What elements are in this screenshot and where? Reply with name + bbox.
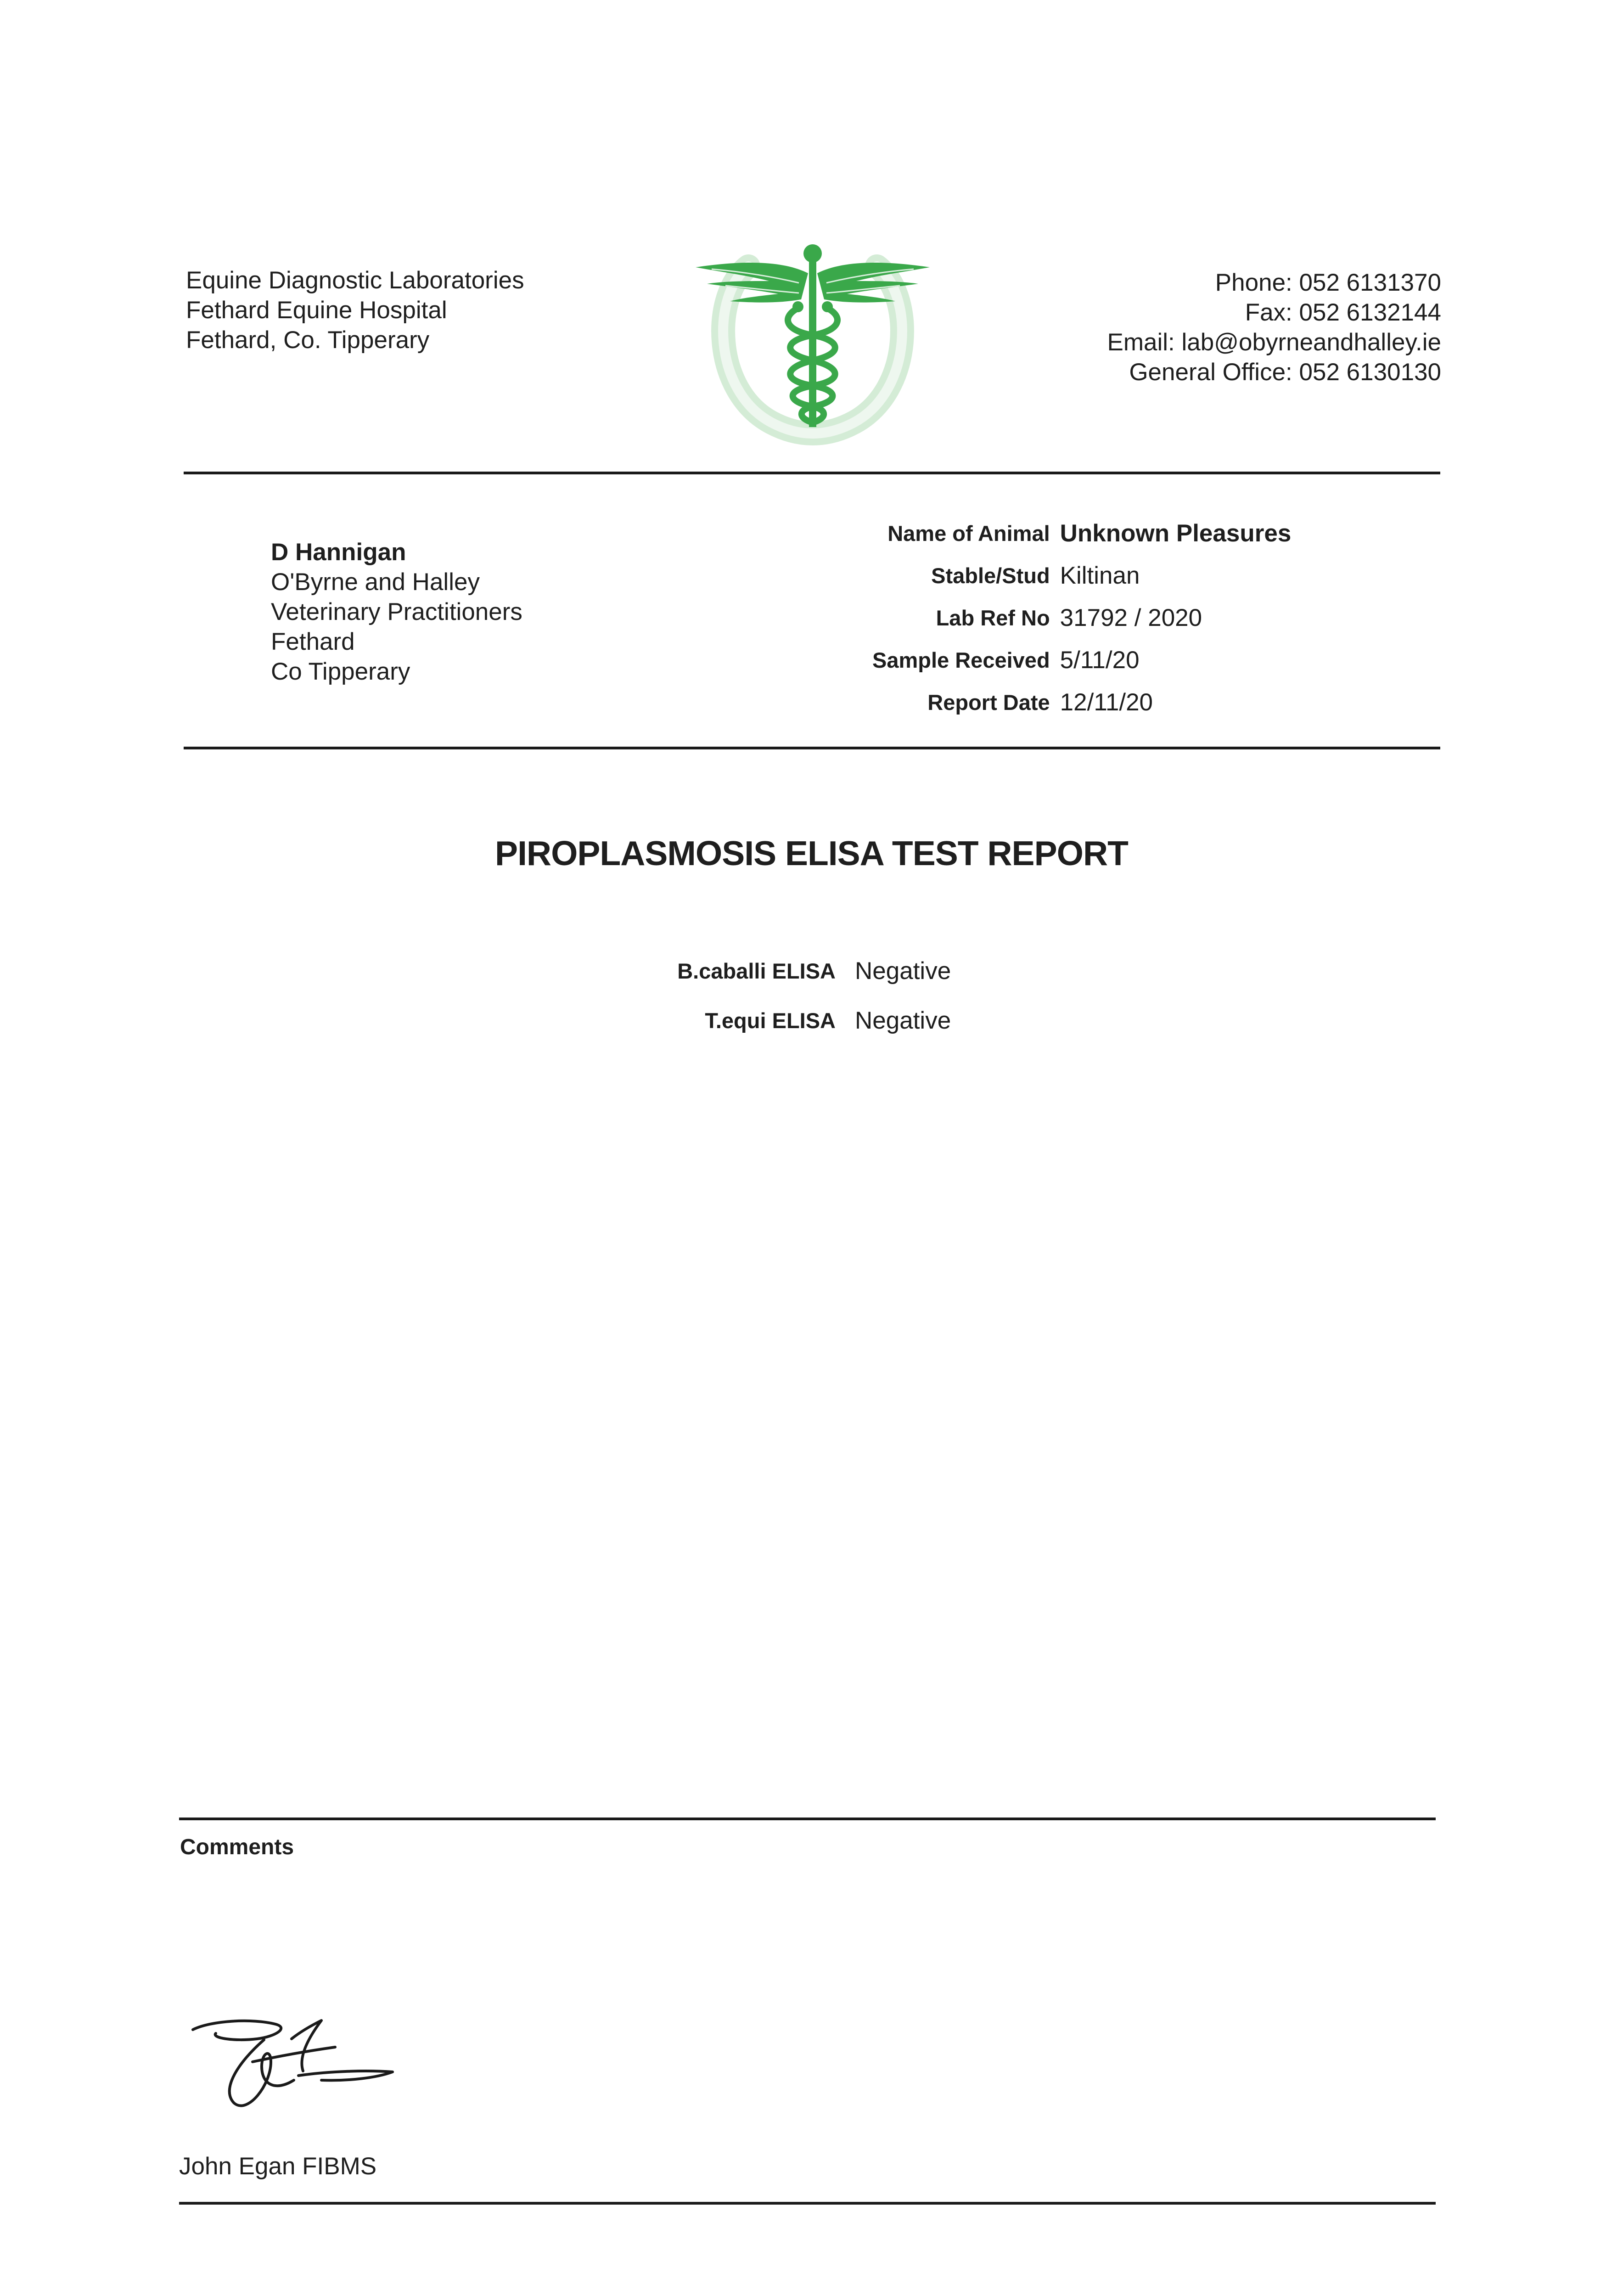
client-address-line: Co Tipperary — [271, 658, 410, 685]
animal-name-value: Unknown Pleasures — [1060, 519, 1292, 547]
client-name: D Hannigan — [271, 539, 406, 566]
result-row — [597, 946, 951, 996]
stable-value: Kiltinan — [1060, 562, 1140, 589]
comments-label: Comments — [180, 1835, 294, 1859]
comments-divider — [179, 1818, 1436, 1820]
phone-number: Phone: 052 6131370 — [1215, 269, 1441, 296]
fax-number: Fax: 052 6132144 — [1245, 299, 1441, 326]
lab-contact-details — [1107, 268, 1441, 387]
email-address: Email: lab@obyrneandhalley.ie — [1107, 329, 1441, 356]
test-result: Negative — [855, 957, 951, 985]
animal-info-table — [872, 512, 1291, 723]
results-table — [597, 946, 951, 1045]
info-divider — [184, 747, 1440, 749]
lab-name: Equine Diagnostic Laboratories — [186, 267, 524, 294]
lab-hospital: Fethard Equine Hospital — [186, 297, 447, 324]
lab-location: Fethard, Co. Tipperary — [186, 326, 430, 354]
info-row — [872, 554, 1291, 597]
header-divider — [184, 472, 1440, 474]
info-row — [872, 597, 1291, 639]
lab-address — [186, 265, 524, 355]
caduceus-logo-icon — [693, 239, 932, 445]
info-row — [872, 639, 1291, 681]
general-office-number: General Office: 052 6130130 — [1129, 359, 1441, 386]
result-row — [597, 996, 951, 1045]
report-title: PIROPLASMOSIS ELISA TEST REPORT — [495, 834, 1128, 872]
client-address-line: Veterinary Practitioners — [271, 598, 522, 625]
client-address-line: Fethard — [271, 628, 355, 655]
info-label: Stable/Stud — [931, 563, 1050, 588]
test-name: B.caballi ELISA — [677, 958, 836, 983]
signature-image — [184, 2011, 399, 2122]
lab-ref-value: 31792 / 2020 — [1060, 604, 1202, 631]
test-name: T.equi ELISA — [705, 1008, 836, 1033]
footer-divider — [179, 2202, 1436, 2205]
signatory-name: John Egan FIBMS — [179, 2153, 377, 2180]
client-address — [271, 537, 522, 687]
info-label: Report Date — [927, 690, 1050, 715]
info-row — [872, 512, 1291, 554]
test-result: Negative — [855, 1007, 951, 1034]
info-label: Sample Received — [872, 647, 1050, 672]
report-date-value: 12/11/20 — [1060, 688, 1153, 716]
info-row — [872, 681, 1291, 723]
sample-received-value: 5/11/20 — [1060, 646, 1140, 674]
info-label: Lab Ref No — [936, 605, 1050, 630]
info-label: Name of Animal — [887, 521, 1050, 546]
client-address-line: O'Byrne and Halley — [271, 568, 480, 596]
